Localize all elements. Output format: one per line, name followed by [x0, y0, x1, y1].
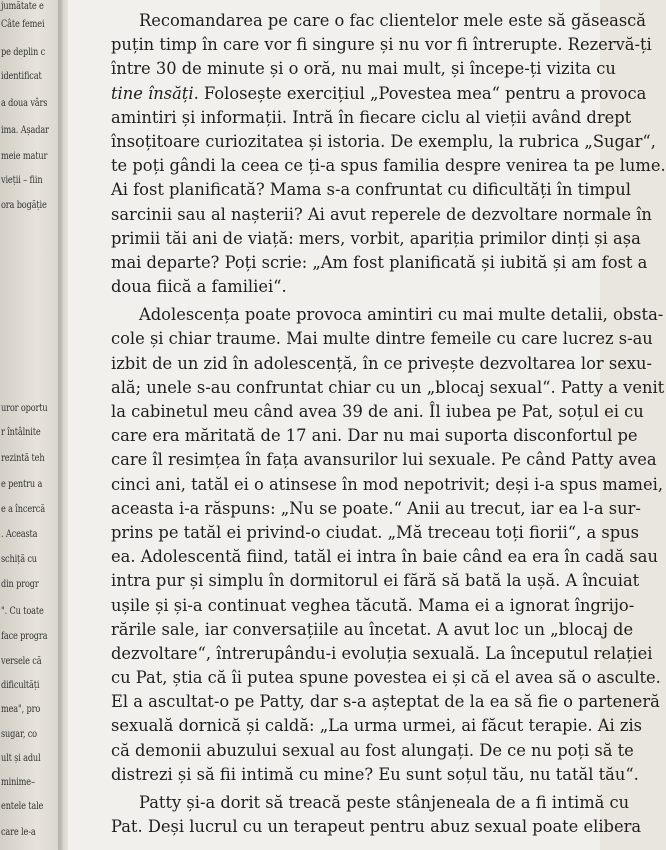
text-line: prins pe tatăl ei privind-o ciudat. „Mă treceau toți fiorii“, a spus: [111, 522, 639, 542]
facing-page-fragment: a doua vârs: [1, 97, 48, 109]
text-line: cinci ani, tatăl ei o atinsese în mod nepotrivit; deși i-a spus mamei,: [111, 474, 664, 494]
text-line: că demonii abuzului sexual au fost alungați. De ce nu poți să te: [111, 740, 634, 760]
text-line: te poți gândi la ceea ce ți-a spus familia despre venirea ta pe lume.: [111, 156, 666, 176]
facing-page-fragment: e pentru a: [1, 478, 43, 490]
facing-page-fragment: identificat: [1, 70, 42, 82]
text-line: amintiri și informații. Intră în fiecare ciclu al vieții având drept: [111, 107, 632, 127]
facing-page-fragment: sugar, co: [1, 728, 37, 740]
facing-page-fragment: care le-a: [1, 826, 36, 838]
line-remainder: . Folosește exercițiul „Povestea mea“ pentru a provoca: [193, 83, 647, 103]
facing-page-fragment: ". Cu toate: [1, 605, 44, 617]
facing-page-fragment: vieții – fiin: [1, 174, 43, 186]
book-page: [68, 0, 666, 850]
facing-page-fragment: schiță cu: [1, 553, 37, 565]
text-line: [111, 82, 647, 106]
facing-page-fragment: rezintă teh: [1, 452, 45, 464]
text-line: ală; unele s-au confruntat chiar cu un „blocaj sexual“. Patty a venit: [111, 377, 665, 397]
facing-page-fragment: ult și adul: [1, 752, 41, 764]
text-line: cole și chiar traume. Mai multe dintre femeile cu care lucrez s-au: [111, 329, 653, 349]
text-line: care era măritată de 17 ani. Dar nu mai suporta disconfortul pe: [111, 426, 638, 446]
text-line: Patty și-a dorit să treacă peste stânjeneala de a fi intimă cu: [139, 793, 630, 812]
text-line: rările sale, iar conversațiile au încetat. A avut loc un „blocaj de: [111, 619, 634, 639]
text-line: la cabinetul meu când avea 39 de ani. Îl iubea pe Pat, soțul ei cu: [111, 402, 644, 421]
text-line: El a ascultat-o pe Patty, dar s-a așteptat de la ea să fie o parteneră: [111, 692, 660, 712]
text-line: aceasta i-a răspuns: „Nu se poate.“ Anii au trecut, iar ea l-a sur-: [111, 498, 641, 518]
text-line: mai departe? Poți scrie: „Am fost planificată și iubită și am fost a: [111, 252, 648, 272]
facing-page-fragment: din progr: [1, 578, 39, 590]
text-line: sexuală dornică și caldă: „La urma urmei, ai făcut terapie. Ai zis: [111, 716, 643, 736]
italic-phrase: tine însăți: [111, 83, 194, 103]
facing-page-fragment: face progra: [1, 630, 48, 642]
facing-page-fragment: pe deplin c: [1, 46, 46, 58]
text-line: dezvoltare“, întrerupându-i evoluția sexuală. La începutul relației: [111, 643, 653, 663]
text-line: sarcinii sau al nașterii? Ai avut reperele de dezvoltare normale în: [111, 204, 652, 224]
facing-page-fragment: jumătate e: [1, 0, 44, 12]
facing-page-fragment: meie matur: [1, 150, 48, 162]
body-text: [111, 9, 666, 839]
text-line: Adolescența poate provoca amintiri cu mai multe detalii, obsta-: [139, 305, 664, 325]
text-line: intra pur și simplu în dormitorul ei fără să bată la ușă. A încuiat: [111, 571, 640, 591]
facing-page-fragment: entele tale: [1, 800, 44, 812]
facing-page-fragment: mea", pro: [1, 703, 41, 715]
facing-page-fragment: e a încercă: [1, 503, 45, 515]
facing-page-fragment: versele că: [1, 655, 42, 667]
text-line: doua fiică a familiei“.: [111, 277, 287, 297]
text-line: cu Pat, știa că îi putea spune povestea ei și că el avea să o asculte.: [111, 668, 661, 688]
text-line: primii tăi ani de viață: mers, vorbit, apariția primilor dinți și așa: [111, 228, 641, 248]
facing-page-fragment: uror oportu: [1, 402, 48, 414]
facing-page-fragment: minime–: [1, 776, 35, 788]
book-gutter-shadow: [58, 0, 68, 850]
text-line: Pat. Deși lucrul cu un terapeut pentru abuz sexual poate elibera: [111, 817, 642, 837]
text-line: însoțitoare curiozitatea și istoria. De exemplu, la rubrica „Sugar“,: [111, 131, 656, 151]
text-line: izbit de un zid în adolescență, în ce privește dezvoltarea lor sexu-: [111, 353, 653, 373]
text-line: între 30 de minute și o oră, nu mai mult, și începe-ți vizita cu: [111, 59, 616, 79]
facing-page-fragment: . Aceasta: [1, 528, 38, 540]
text-line: ea. Adolescentă fiind, tatăl ei intra în baie când ea era în cadă sau: [111, 547, 658, 567]
text-line: distrezi și să fii intimă cu mine? Eu sunt soțul tău, nu tatăl tău“.: [111, 764, 639, 784]
facing-page-fragment: r întâlnite: [1, 426, 41, 438]
text-line: care îl resimțea în fața avansurilor lui sexuale. Pe când Patty avea: [111, 450, 657, 470]
facing-page-edge: [0, 0, 62, 850]
text-line: Recomandarea pe care o fac clientelor mele este să găsească: [139, 11, 647, 30]
text-line: ușile și și-a continuat veghea tăcută. Mama ei a ignorat îngrijo-: [111, 595, 635, 615]
text-line: puțin timp în care vor fi singure și nu vor fi întrerupte. Rezervă-ți: [111, 35, 652, 55]
text-line: Ai fost planificată? Mama s-a confruntat cu dificultăți în timpul: [111, 180, 631, 200]
facing-page-fragment: dificultăți: [1, 679, 40, 691]
facing-page-fragment: ora bogăție: [1, 199, 47, 211]
facing-page-fragment: Câte femei: [1, 18, 45, 30]
facing-page-fragment: ima. Așadar: [1, 124, 49, 136]
